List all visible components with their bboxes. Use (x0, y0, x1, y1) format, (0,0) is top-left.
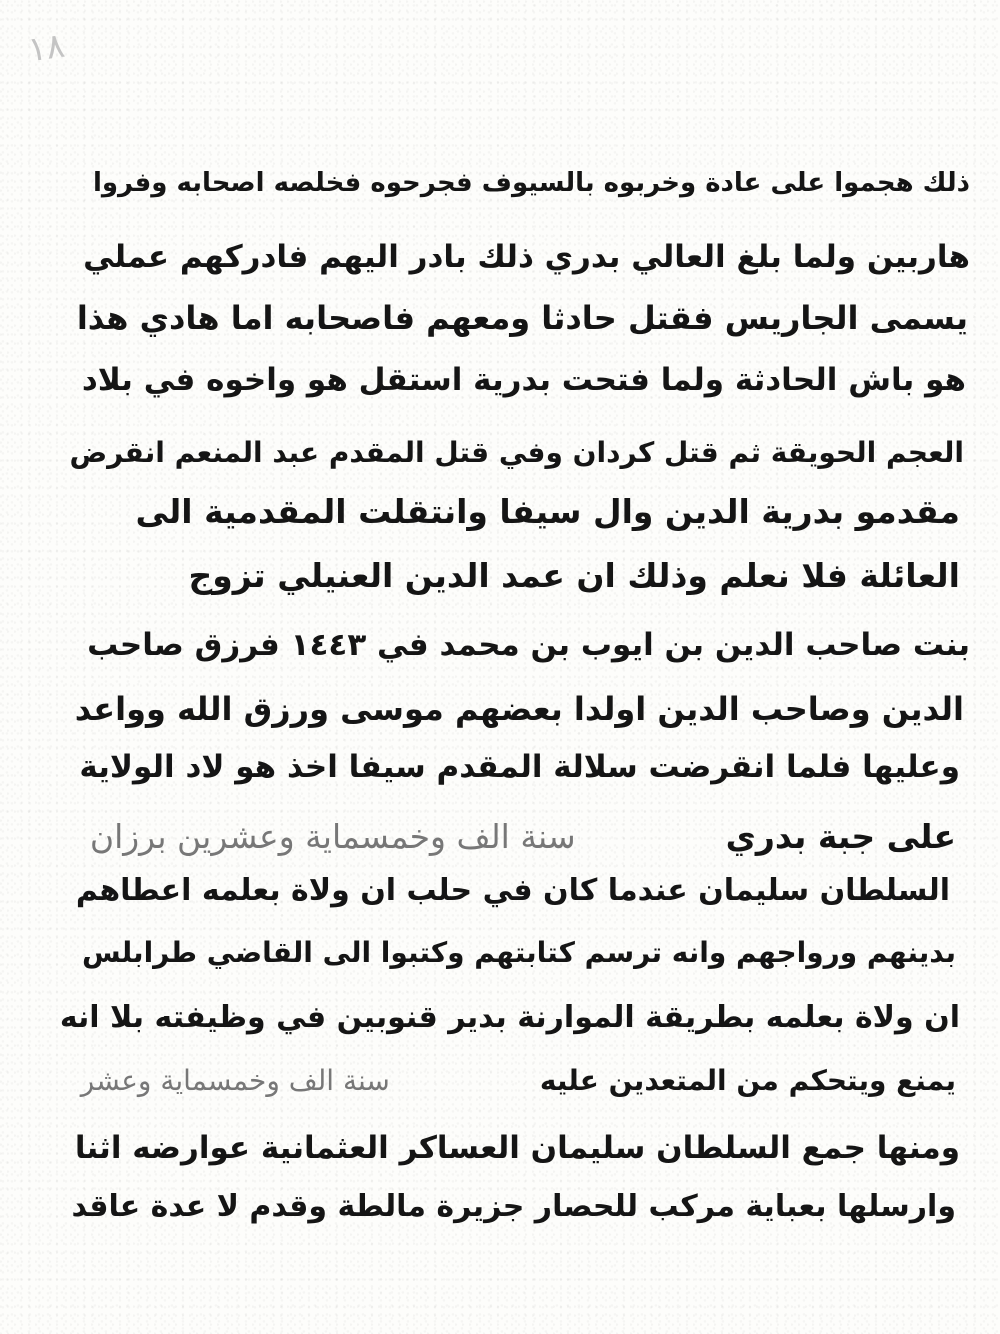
text-line-7: العائلة فلا نعلم وذلك ان عمد الدين العنيلي تزوج (188, 556, 960, 595)
text-line-8: بنت صاحب الدين بن ايوب بن محمد في ١٤٤٣ فرزق صاحب (87, 627, 970, 663)
text-line-2: هاربين ولما بلغ العالي بدري ذلك بادر اليهم فادركهم عملي (83, 239, 970, 275)
text-line-6: مقدمو بدرية الدين وال سيفا وانتقلت المقدمية الى (135, 492, 960, 531)
marginal-date-1: سنة الف وخمسماية وعشرين برزان (89, 817, 576, 856)
text-line-3: يسمى الجاريس فقتل حادثا ومعهم فاصحابه اما هادي هذا (76, 299, 968, 337)
line-11-text: على جبة بدري (725, 817, 956, 856)
folio-number: ١٨ (25, 25, 68, 71)
text-line-17: وارسلها بعباية مركب للحصار جزيرة مالطة وقدم لا عدة عاقد (71, 1189, 956, 1224)
text-line-13: بدينهم ورواجهم وانه ترسم كتابتهم وكتبوا الى القاضي طرابلس (82, 936, 956, 969)
marginal-date-2: سنة الف وخمسماية وعشر (80, 1064, 390, 1097)
text-line-14: ان ولاة بعلمه بطريقة الموارنة بدير قنوبين في وظيفته بلا انه (59, 1000, 960, 1035)
text-line-11 (90, 812, 956, 862)
text-line-12: السلطان سليمان عندما كان في حلب ان ولاة بعلمه اعطاهم (75, 873, 950, 908)
text-line-15 (81, 1056, 956, 1106)
text-line-9: الدين وصاحب الدين اولدا بعضهم موسى ورزق الله وواعد (74, 690, 964, 728)
text-line-4: هو باش الحادثة ولما فتحت بدرية استقل هو واخوه في بلاد (81, 362, 966, 398)
line-15-text: يمنع ويتحكم من المتعدين عليه (539, 1064, 956, 1097)
text-line-1: ذلك هجموا على عادة وخربوه بالسيوف فجرحوه فخلصه اصحابه وفروا (92, 168, 970, 198)
text-line-16: ومنها جمع السلطان سليمان العساكر العثمانية عوارضه اثنا (74, 1130, 960, 1166)
text-line-10: وعليها فلما انقرضت سلالة المقدم سيفا اخذ هو لاد الولاية (79, 749, 960, 785)
text-line-5: العجم الحويقة ثم قتل كردان وفي قتل المقدم عبد المنعم انقرض (69, 436, 964, 469)
